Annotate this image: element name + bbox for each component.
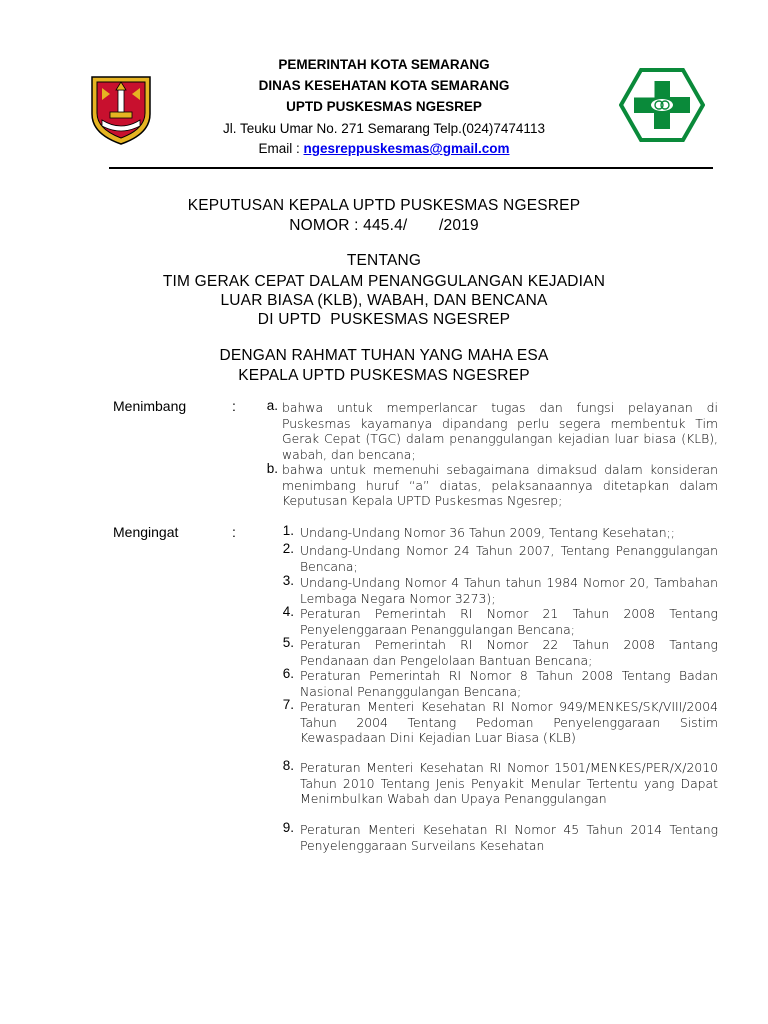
email-label: Email : <box>258 141 304 156</box>
mengingat-marker-3: 3. <box>282 573 294 588</box>
mengingat-item-8: Peraturan Menteri Kesehatan RI Nomor 1501/MENKES/PER/X/2010 Tahun 2010 Tentang Jenis Penyakit Menular Tertentu yang Dapat Menimbulkan Wabah dan Upaya Penanggulangan <box>300 760 718 807</box>
header-address: Jl. Teuku Umar No. 271 Semarang Telp.(024)7474113 <box>223 121 545 136</box>
mengingat-item-9: Peraturan Menteri Kesehatan RI Nomor 45 Tahun 2014 Tentang Penyelenggaraan Surveilans Kesehatan <box>300 822 718 853</box>
menimbang-marker-a: a. <box>266 398 278 413</box>
header-government: PEMERINTAH KOTA SEMARANG <box>278 57 490 72</box>
mengingat-item-4: Peraturan Pemerintah RI Nomor 21 Tahun 2008 Tentang Penyelenggaraan Penanggulangan Bencana; <box>300 606 718 637</box>
menimbang-colon: : <box>232 398 236 414</box>
mengingat-item-1: Undang-Undang Nomor 36 Tahun 2009, Tentang Kesehatan;; <box>300 525 675 540</box>
email-link[interactable]: ngesreppuskesmas@gmail.com <box>303 141 510 156</box>
mengingat-marker-7: 7. <box>282 697 294 712</box>
menimbang-item-a: bahwa untuk memperlancar tugas dan fungsi pelayanan di Puskesmas kayamanya dipandang perlu segera membentuk Tim Gerak Cepat (TGC) dalam penanggulangan kejadian luar biasa (KLB), wabah, dan bencana; <box>282 400 718 462</box>
mengingat-item-3: Undang-Undang Nomor 4 Tahun tahun 1984 Nomor 20, Tambahan Lembaga Negara Nomor 3273); <box>300 575 718 606</box>
mengingat-marker-1: 1. <box>282 523 294 538</box>
mengingat-item-6: Peraturan Pemerintah RI Nomor 8 Tahun 2008 Tentang Badan Nasional Penanggulangan Bencana; <box>300 668 718 699</box>
about-heading: TENTANG <box>346 252 422 269</box>
authority-line: KEPALA UPTD PUSKESMAS NGESREP <box>238 367 530 384</box>
menimbang-item-b: bahwa untuk memenuhi sebagaimana dimaksud dalam konsideran menimbang huruf “a” diatas, pelaksanaannya ditetapkan dalam Keputusan Kepala UPTD Puskesmas Ngesrep; <box>282 462 718 509</box>
decision-number: NOMOR : 445.4/ /2019 <box>289 217 479 234</box>
mengingat-label: Mengingat <box>113 524 179 540</box>
header-email-line <box>0 140 768 158</box>
decision-title: KEPUTUSAN KEPALA UPTD PUSKESMAS NGESREP <box>187 197 581 214</box>
header-unit: UPTD PUSKESMAS NGESREP <box>286 99 482 114</box>
mengingat-marker-8: 8. <box>282 758 294 773</box>
blessing-line: DENGAN RAHMAT TUHAN YANG MAHA ESA <box>219 347 549 364</box>
mengingat-item-2: Undang-Undang Nomor 24 Tahun 2007, Tentang Penanggulangan Bencana; <box>300 543 718 574</box>
mengingat-item-7: Peraturan Menteri Kesehatan RI Nomor 949/MENKES/SK/VIII/2004 Tahun 2004 Tentang Pedoman Penyelenggaraan Sistim Kewaspadaan Dini Kejadian Luar Biasa (KLB) <box>300 699 718 746</box>
header-department: DINAS KESEHATAN KOTA SEMARANG <box>258 78 510 93</box>
mengingat-marker-6: 6. <box>282 666 294 681</box>
subject-line-1: TIM GERAK CEPAT DALAM PENANGGULANGAN KEJADIAN <box>162 273 606 290</box>
mengingat-colon: : <box>232 524 236 540</box>
mengingat-marker-2: 2. <box>282 541 294 556</box>
mengingat-item-5: Peraturan Pemerintah RI Nomor 22 Tahun 2008 Tantang Pendanaan dan Pengelolaan Bantuan Bencana; <box>300 637 718 668</box>
menimbang-marker-b: b. <box>266 461 278 476</box>
subject-line-2: LUAR BIASA (KLB), WABAH, DAN BENCANA <box>220 292 548 309</box>
mengingat-marker-9: 9. <box>282 820 294 835</box>
mengingat-marker-4: 4. <box>282 604 294 619</box>
menimbang-label: Menimbang <box>113 398 187 414</box>
header-divider <box>109 167 713 169</box>
mengingat-marker-5: 5. <box>282 635 294 650</box>
subject-line-3: DI UPTD PUSKESMAS NGESREP <box>257 311 511 328</box>
